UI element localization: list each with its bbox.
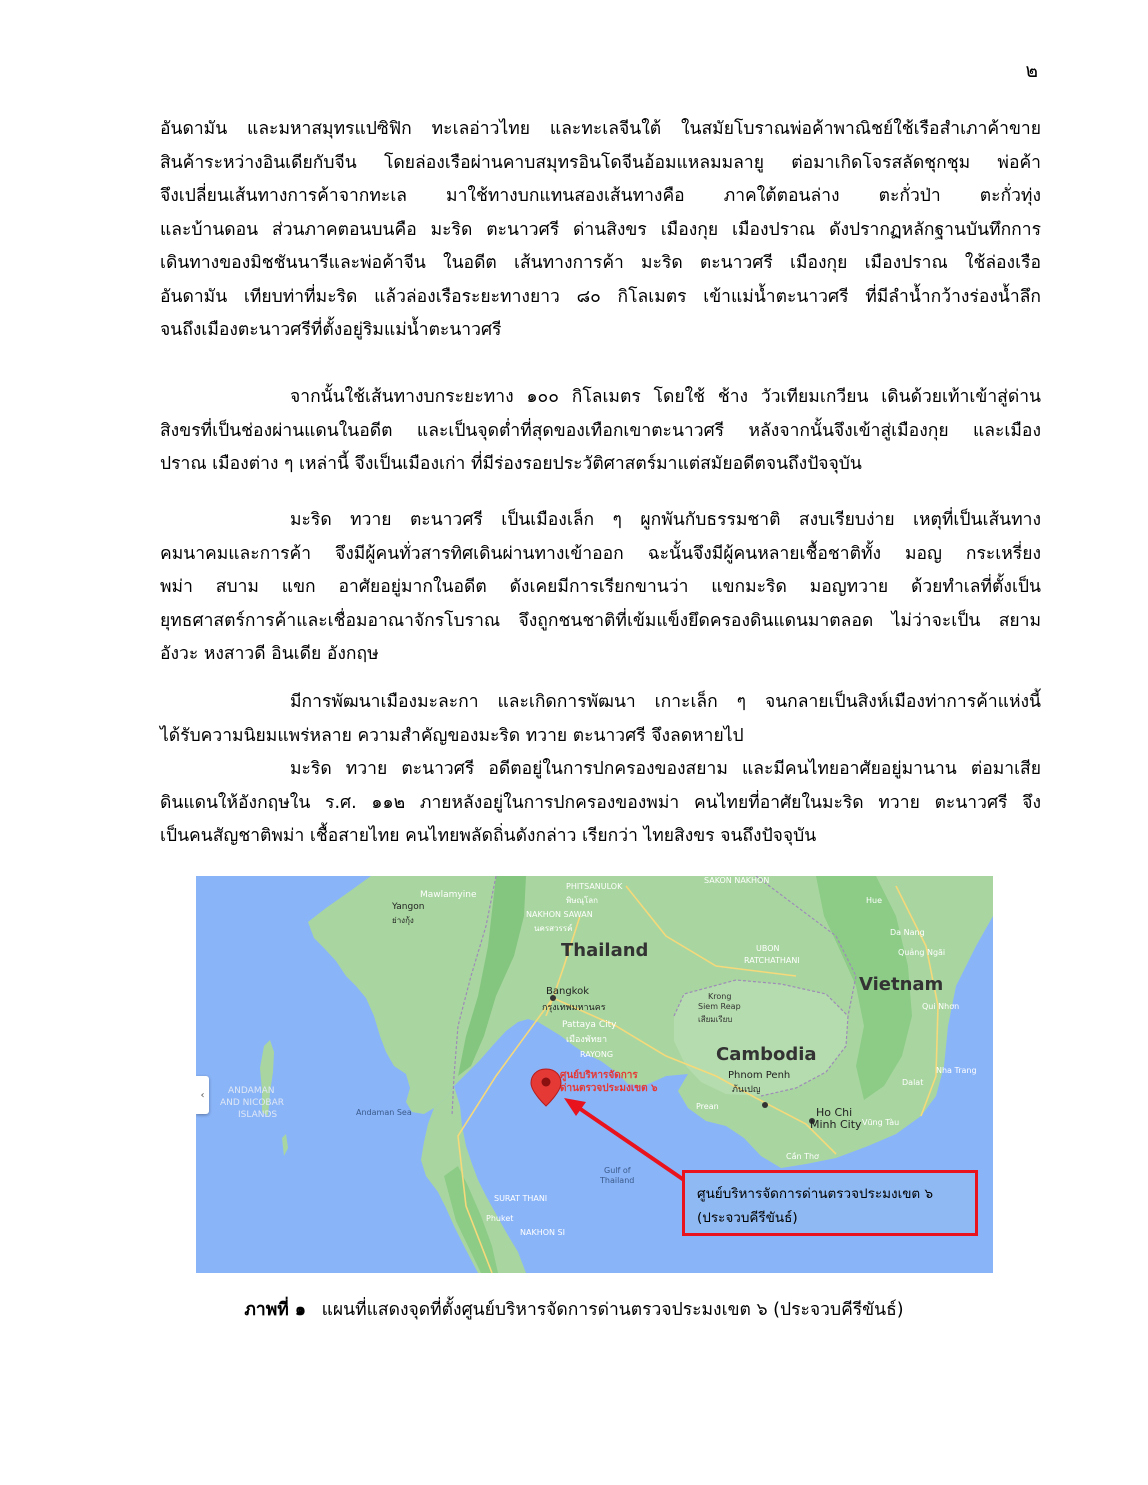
map-label-hue: Hue [866, 896, 883, 905]
map-label-nakhon-si: NAKHON SI [520, 1228, 565, 1237]
text-line: จากนั้นใช้เส้นทางบกระยะทาง ๑๐๐ กิโลเมตร โดยใช้ ช้าง วัวเทียมเกวียน เดินด้วยเท้าเข้าสู่ด่าน [290, 387, 1041, 407]
text-line: ปราณ เมืองต่าง ๆ เหล่านี้ จึงเป็นเมืองเก่า ที่มีร่องรอยประวัติศาสตร์มาแต่สมัยอดีตจนถึงปัจจุบัน [160, 454, 862, 474]
text-line: สิงขรที่เป็นช่องผ่านแดนในอดีต และเป็นจุดต่ำที่สุดของเทือกเขาตะนาวศรี หลังจากนั้นจึงเข้าสู่เมืองกุย และเมือง [160, 420, 1041, 441]
map-label-gulf-1: Gulf of [604, 1166, 631, 1175]
caption-label: ภาพที่ ๑ [244, 1300, 307, 1320]
map-label-phitsanulok-th: พิษณุโลก [566, 896, 599, 905]
text-line: และบ้านดอน ส่วนภาคตอนบนคือ มะริด ตะนาวศรี ด่านสิงขร เมืองกุย เมืองปราณ ดังปรากฏหลักฐานบันทึกการ [160, 219, 1041, 240]
text-line: อันดามัน และมหาสมุทรแปซิฟิก ทะเลอ่าวไทย และทะเลจีนใต้ ในสมัยโบราณพ่อค้าพาณิชย์ใช้เรือสำเภาค้าขาย [160, 119, 1041, 139]
callout-line-2: (ประจวบคีรีขันธ์) [697, 1210, 798, 1226]
paragraph [160, 753, 1041, 854]
text-line: จนถึงเมืองตะนาวศรีที่ตั้งอยู่ริมแม่น้ำตะนาวศรี [160, 320, 502, 340]
text-line: อันดามัน เทียบท่าที่มะริด แล้วล่องเรือระยะทางยาว ๘๐ กิโลเมตร เข้าแม่น้ำตะนาวศรี ที่มีลำน้ำกว้างร่องน้ำลึก [160, 286, 1041, 307]
map-label-surat-thani: SURAT THANI [494, 1194, 548, 1203]
map-label-da-nang: Da Nang [890, 928, 925, 937]
map-label-nha-trang: Nha Trang [936, 1066, 977, 1075]
map-label-phuket: Phuket [486, 1214, 514, 1223]
map-label-andaman-3: ISLANDS [238, 1110, 278, 1120]
caption-text: แผนที่แสดงจุดที่ตั้งศูนย์บริหารจัดการด่านตรวจประมงเขต ๖ (ประจวบคีรีขันธ์) [321, 1300, 904, 1320]
map-label-siem-reap: Siem Reap [698, 1002, 741, 1011]
map-label-siem-reap-th: เสียมเรียบ [698, 1015, 733, 1024]
paragraph [160, 381, 1041, 482]
text-line: มะริด ทวาย ตะนาวศรี อดีตอยู่ในการปกครองของสยาม และมีคนไทยอาศัยอยู่มานาน ต่อมาเสีย [290, 759, 1041, 779]
paragraph [160, 113, 1041, 348]
map-label-thailand: Thailand [561, 940, 649, 961]
map-label-andaman-sea: Andaman Sea [356, 1108, 412, 1117]
map-label-gulf-2: Thailand [600, 1176, 635, 1185]
map-label-krong: Krong [708, 992, 732, 1001]
map-figure [196, 876, 993, 1273]
map-label-bangkok-th: กรุงเทพมหานคร [542, 1003, 606, 1013]
text-line: จึงเปลี่ยนเส้นทางการค้าจากทะเล มาใช้ทางบกแทนสองเส้นทางคือ ภาคใต้ตอนล่าง ตะกั่วป่า ตะกั่วทุ่ง [160, 186, 1041, 206]
figure-caption [0, 1295, 1148, 1323]
page-number: ๒ [1025, 60, 1038, 82]
paragraph [160, 504, 1041, 672]
map-label-yangon: Yangon [392, 902, 425, 912]
text-line: เดินทางของมิชชันนารีและพ่อค้าจีน ในอดีต เส้นทางการค้า มะริด ตะนาวศรี เมืองกุย เมืองปราณ ใช้ล่องเรือ [160, 253, 1041, 273]
map-label-andaman-1: ANDAMAN [228, 1086, 275, 1096]
map-label-ubon: UBON [756, 944, 780, 953]
text-line: ดินแดนให้อังกฤษใน ร.ศ. ๑๑๒ ภายหลังอยู่ในการปกครองของพม่า คนไทยที่อาศัยในมะริด ทวาย ตะนาวศรี จึง [160, 792, 1041, 813]
text-line: ได้รับความนิยมแพร่หลาย ความสำคัญของมะริด ทวาย ตะนาวศรี จึงลดหายไป [160, 725, 744, 746]
text-line: เป็นคนสัญชาติพม่า เชื้อสายไทย คนไทยพลัดถิ่นดังกล่าว เรียกว่า ไทยสิงขร จนถึงปัจจุบัน [160, 826, 817, 846]
map-label-nakhon-sawan-th: นครสวรรค์ [534, 924, 573, 933]
map-label-vietnam: Vietnam [859, 974, 944, 995]
map-label-phnom-penh-th: ภ้นเปญ [732, 1085, 761, 1095]
map-label-prean: Prean [696, 1102, 719, 1111]
map-label-quang-ngai: Quảng Ngãi [898, 948, 946, 957]
map-label-mawlamyine: Mawlamyine [420, 890, 477, 900]
map-label-pattaya-th: เมืองพัทยา [566, 1035, 608, 1045]
text-line: อังวะ หงสาวดี อินเดีย อังกฤษ [160, 644, 379, 664]
map-label-can-tho: Cần Thơ [786, 1152, 819, 1161]
map-label-pattaya: Pattaya City [562, 1020, 617, 1030]
map-label-pin-2: ด่านตรวจประมงเขต ๖ [560, 1083, 658, 1094]
text-line: คมนาคมและการค้า จึงมีผู้คนทั่วสารทิศเดินผ่านทางเข้าออก ฉะนั้นจึงมีผู้คนหลายเชื้อชาติทั้ง มอญ กระเหรี่ยง [160, 543, 1041, 564]
map-label-hcmc-1: Ho Chi [816, 1106, 853, 1119]
map-label-andaman-2: AND NICOBAR [220, 1098, 285, 1108]
paragraph [160, 686, 1041, 753]
map-label-rayong: RAYONG [580, 1050, 614, 1059]
text-line: สินค้าระหว่างอินเดียกับจีน โดยล่องเรือผ่านคาบสมุทรอินโดจีนอ้อมแหลมมลายู ต่อมาเกิดโจรสลัดชุกชุม พ่อค้า [160, 152, 1041, 173]
callout-line-1: ศูนย์บริหารจัดการด่านตรวจประมงเขต ๖ [697, 1186, 934, 1202]
map-label-phitsanulok: PHITSANULOK [566, 882, 623, 891]
map-label-nakhon-sawan: NAKHON SAWAN [526, 910, 593, 919]
map-collapse-button[interactable] [196, 1076, 209, 1114]
chevron-left-icon: ‹ [200, 1089, 205, 1101]
map-label-cambodia: Cambodia [716, 1044, 817, 1065]
phnom-penh-dot [762, 1102, 768, 1108]
text-line: พม่า สบาม แขก อาศัยอยู่มากในอดีต ดังเคยมีการเรียกขานว่า แขกมะริด มอญทวาย ด้วยทำเลที่ตั้งเป็น [160, 577, 1041, 597]
map-label-bangkok: Bangkok [546, 986, 590, 997]
text-line: มะริด ทวาย ตะนาวศรี เป็นเมืองเล็ก ๆ ผูกพันกับธรรมชาติ สงบเรียบง่าย เหตุที่เป็นเส้นทาง [290, 510, 1041, 530]
map-label-pin-1: ศูนย์บริหารจัดการ [560, 1070, 638, 1081]
map-label-vung-tau: Vũng Tàu [862, 1118, 900, 1127]
map-label-qui-nhon: Qui Nhơn [922, 1002, 960, 1011]
map-label-phnom-penh: Phnom Penh [728, 1070, 791, 1081]
map-label-sakon-nakhon: SAKON NAKHON [704, 876, 770, 885]
map-label-ubon-2: RATCHATHANI [744, 956, 800, 965]
callout-box [682, 1170, 978, 1236]
map-label-hcmc-2: Minh City [810, 1118, 862, 1131]
map-label-yangon-th: ย่างกุ้ง [392, 916, 414, 925]
map-label-dalat: Dalat [902, 1078, 924, 1087]
text-line: ยุทธศาสตร์การค้าและเชื่อมอาณาจักรโบราณ จึงถูกชนชาติที่เข้มแข็งยึดครองดินแดนมาตลอด ไม่ว่าจะเป็น สยาม [160, 610, 1041, 631]
text-line: มีการพัฒนาเมืองมะละกา และเกิดการพัฒนา เกาะเล็ก ๆ จนกลายเป็นสิงห์เมืองท่าการค้าแห่งนี้ [290, 692, 1041, 712]
